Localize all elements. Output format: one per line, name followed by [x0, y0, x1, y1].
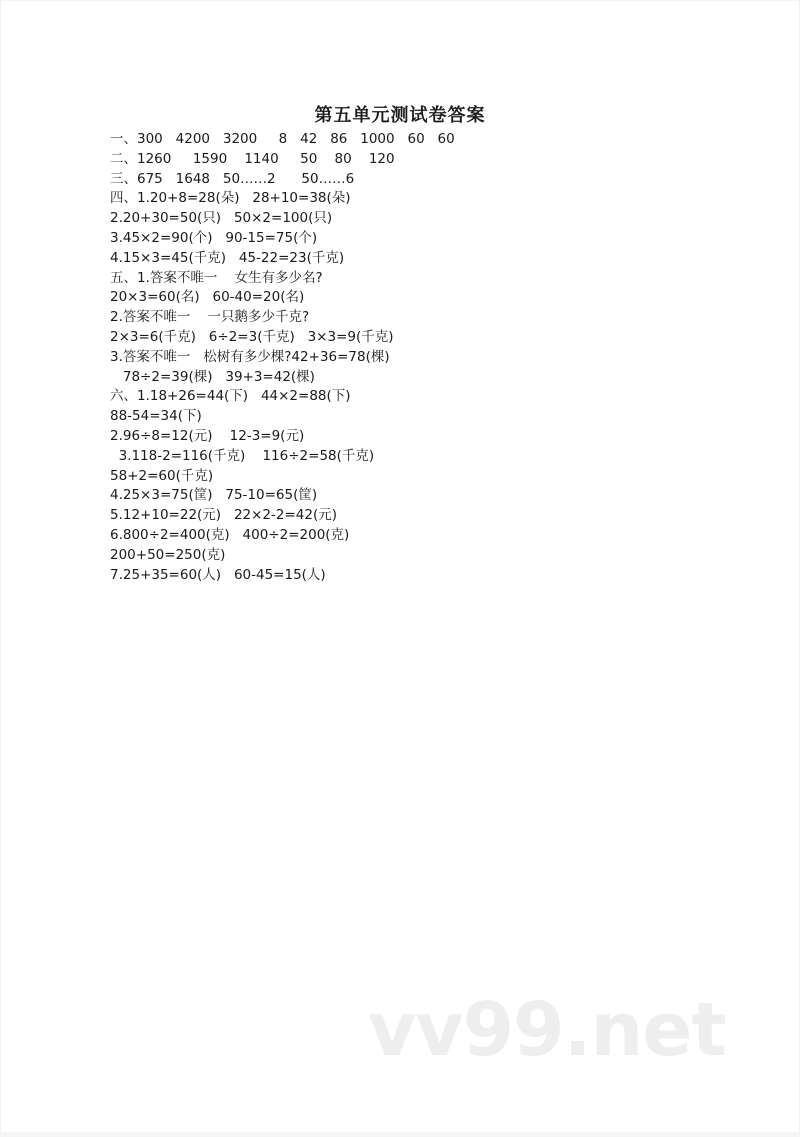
answer-line: 一、300 4200 3200 8 42 86 1000 60 60	[110, 131, 455, 147]
answer-line: 3.答案不唯一 松树有多少棵?42+36=78(棵)	[110, 348, 390, 365]
answer-line: 4.25×3=75(筐) 75-10=65(筐)	[110, 487, 318, 504]
answer-line: 20×3=60(名) 60-40=20(名)	[110, 289, 305, 306]
page-title: 第五单元测试卷答案	[314, 105, 486, 126]
answer-line: 六、1.18+26=44(下) 44×2=88(下)	[110, 388, 351, 405]
answer-line: 2.20+30=50(只) 50×2=100(只)	[110, 210, 333, 227]
answer-line: 2.答案不唯一 一只鹅多少千克?	[110, 309, 310, 326]
answer-line: 四、1.20+8=28(朵) 28+10=38(朵)	[110, 190, 351, 207]
answer-line: 3.118-2=116(千克) 116÷2=58(千克)	[110, 447, 375, 464]
watermark-logo: vv99.net	[368, 987, 726, 1073]
answer-line: 7.25+35=60(人) 60-45=15(人)	[110, 566, 326, 583]
answer-line: 5.12+10=22(元) 22×2-2=42(元)	[110, 507, 338, 524]
answer-line: 五、1.答案不唯一 女生有多少名?	[110, 269, 323, 286]
answer-line: 三、675 1648 50……2 50……6	[110, 170, 355, 187]
answer-line: 3.45×2=90(个) 90-15=75(个)	[110, 229, 318, 246]
answer-line: 2×3=6(千克) 6÷2=3(千克) 3×3=9(千克)	[110, 328, 394, 345]
answer-line: 2.96÷8=12(元) 12-3=9(元)	[110, 427, 305, 444]
page-bottom-edge	[0, 1132, 800, 1137]
answer-line: 二、1260 1590 1140 50 80 120	[110, 150, 395, 167]
answer-line: 78÷2=39(棵) 39+3=42(棵)	[110, 368, 315, 385]
answer-line: 88-54=34(下)	[110, 408, 202, 425]
answer-line: 200+50=250(克)	[110, 546, 226, 563]
answer-line: 4.15×3=45(千克) 45-22=23(千克)	[110, 249, 345, 266]
answer-line: 6.800÷2=400(克) 400÷2=200(克)	[110, 526, 350, 543]
answer-list	[110, 130, 750, 585]
answer-line: 58+2=60(千克)	[110, 467, 214, 484]
